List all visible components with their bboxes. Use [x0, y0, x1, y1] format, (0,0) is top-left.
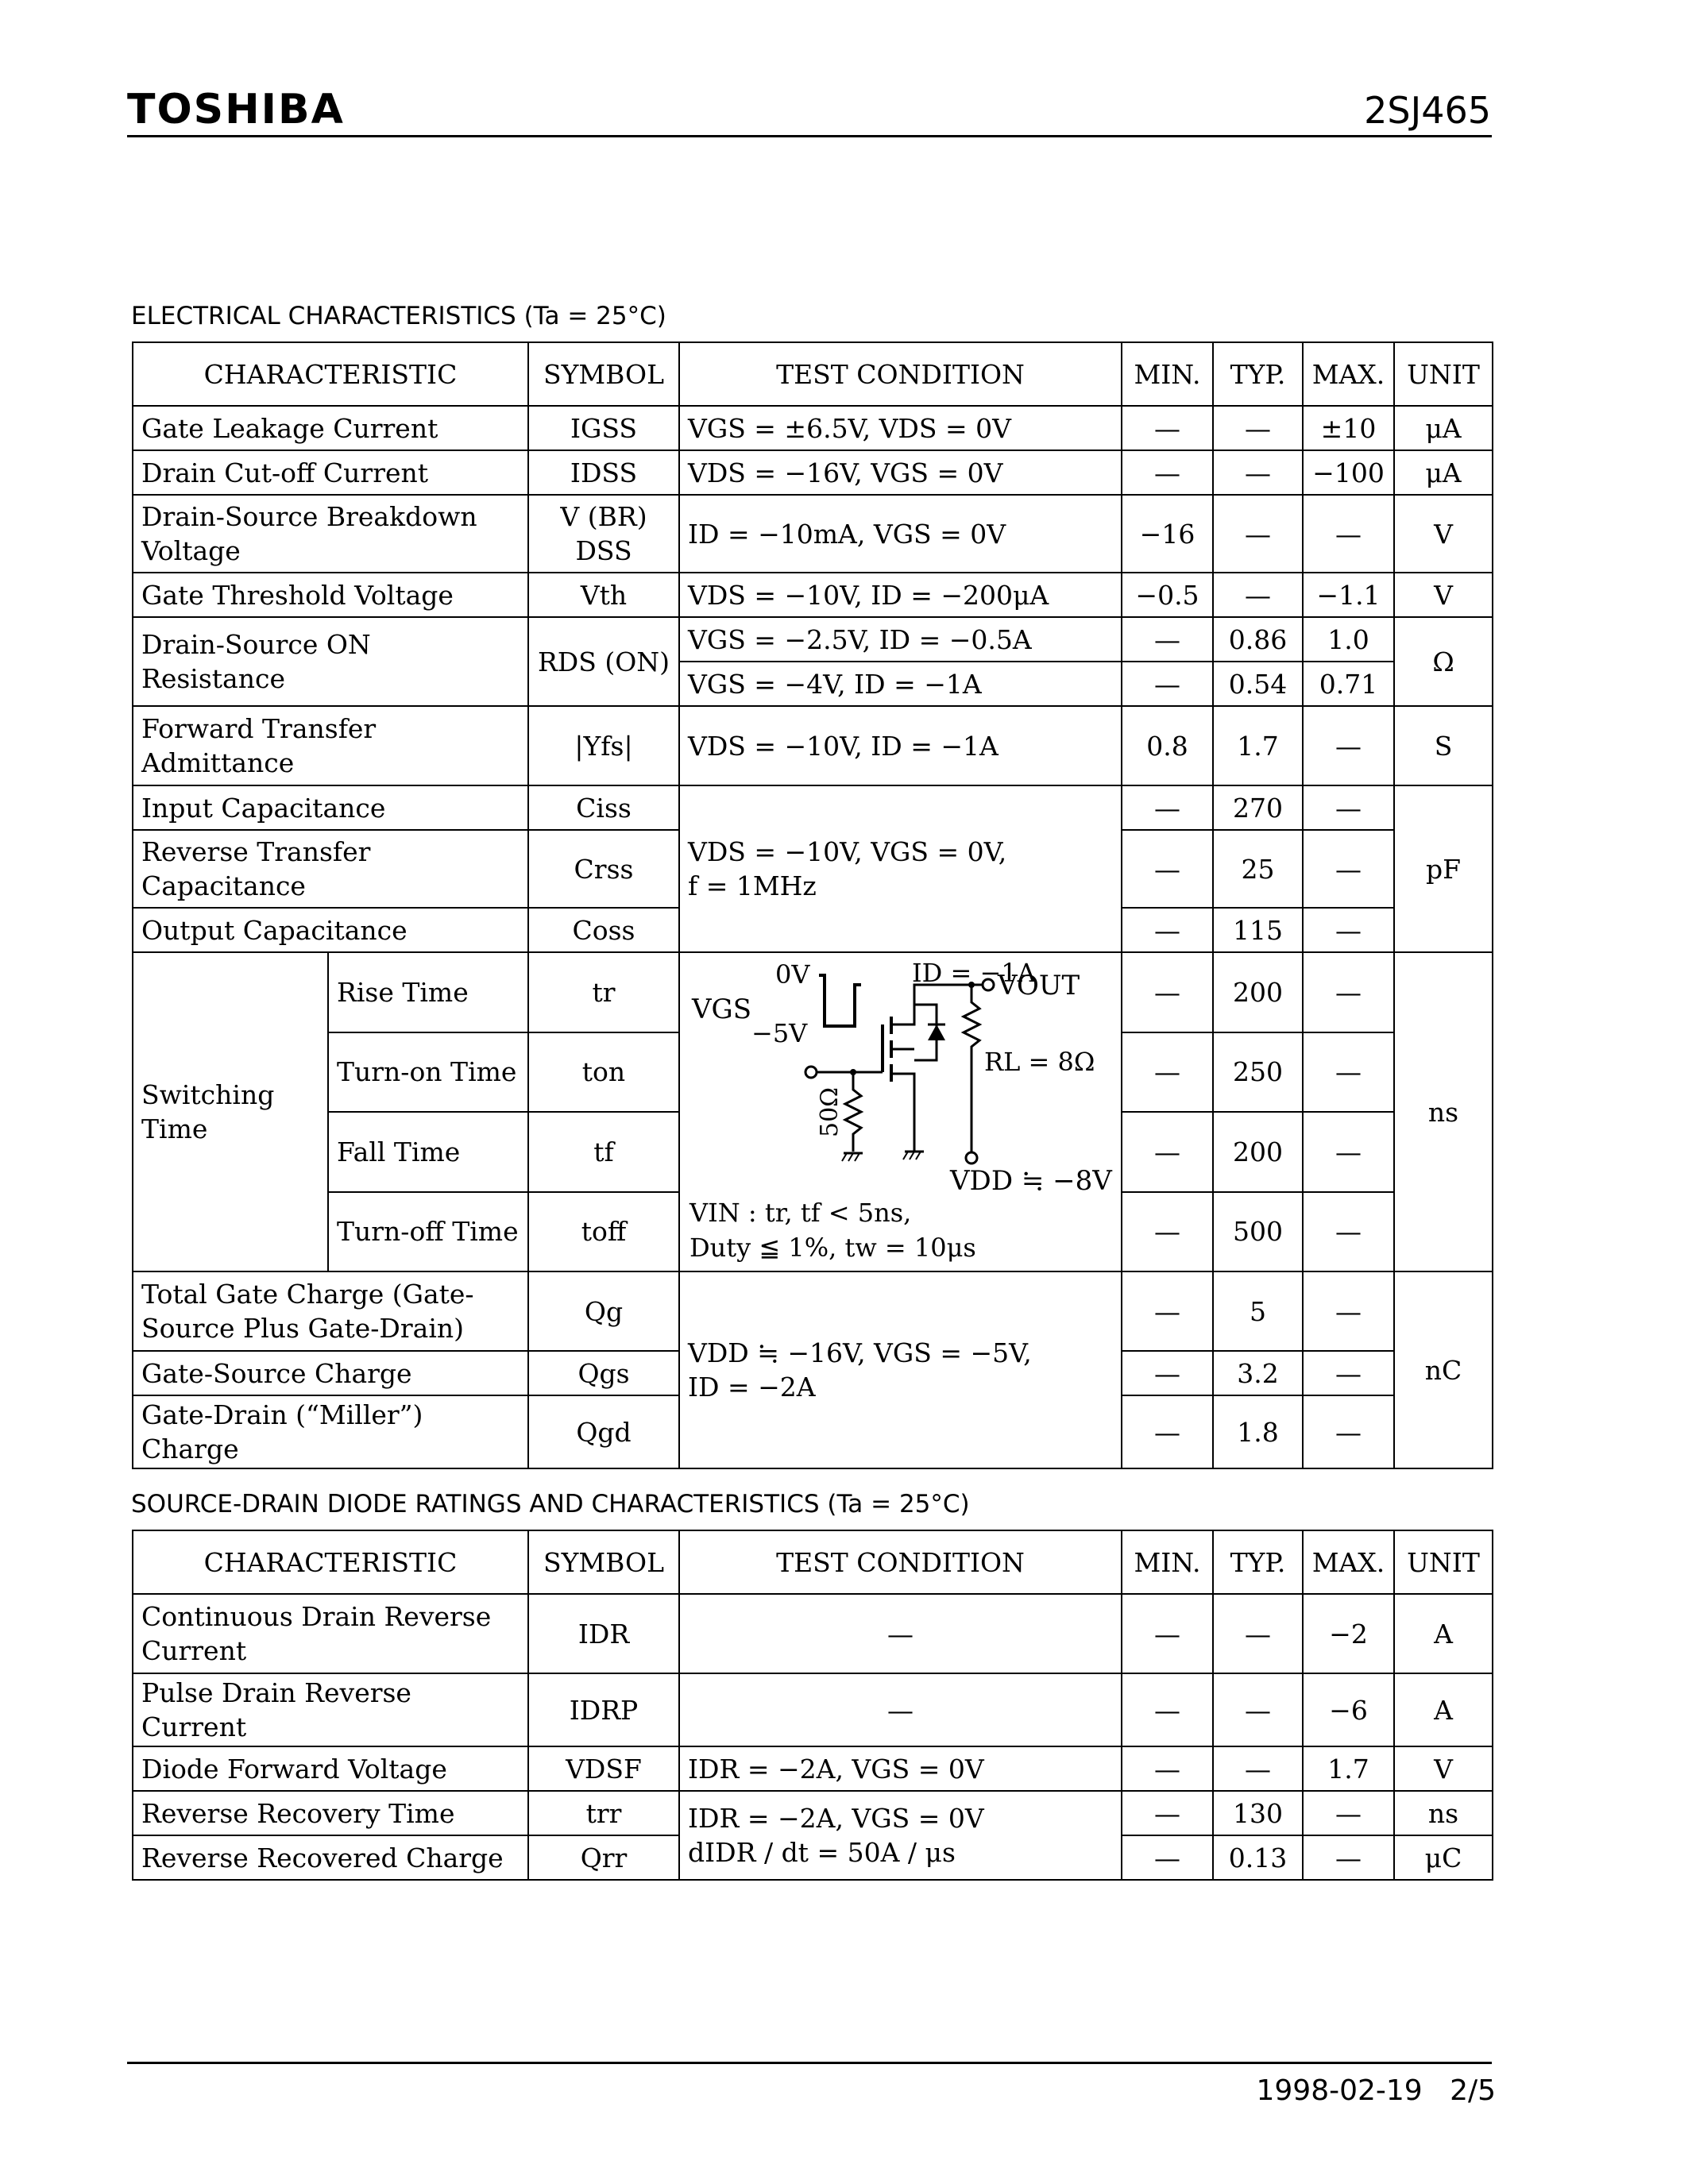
unit-cell: S: [1394, 706, 1493, 785]
typ-cell: 1.7: [1213, 706, 1303, 785]
max-cell: —: [1303, 1791, 1394, 1835]
resistor-50-icon: [845, 1072, 861, 1152]
min-cell: 0.8: [1122, 706, 1213, 785]
min-cell: —: [1122, 1395, 1213, 1468]
max-cell: —: [1303, 785, 1394, 830]
max-cell: ±10: [1303, 406, 1394, 450]
unit-cell: V: [1394, 495, 1493, 573]
condition-cell: VGS = ±6.5V, VDS = 0V: [679, 406, 1122, 450]
symbol-cell: ton: [528, 1032, 679, 1113]
body-diode-icon: [928, 1024, 945, 1040]
min-cell: —: [1122, 662, 1213, 706]
table-row: [133, 1271, 1493, 1351]
min-cell: —: [1122, 1112, 1213, 1192]
symbol-cell: Vth: [528, 573, 679, 617]
min-cell: —: [1122, 1271, 1213, 1351]
min-cell: —: [1122, 617, 1213, 662]
col-max: MAX.: [1303, 342, 1394, 406]
min-cell: —: [1122, 830, 1213, 908]
characteristic-cell: Pulse Drain Reverse Current: [133, 1673, 528, 1746]
max-cell: —: [1303, 1835, 1394, 1880]
min-cell: —: [1122, 406, 1213, 450]
max-cell: −1.1: [1303, 573, 1394, 617]
characteristic-cell: Diode Forward Voltage: [133, 1746, 528, 1791]
label-id: ID = −1A: [912, 958, 1036, 988]
max-cell: 0.71: [1303, 662, 1394, 706]
symbol-cell: Qgd: [528, 1395, 679, 1468]
label-vdd: VDD ≒ −8V: [950, 1165, 1112, 1197]
min-cell: —: [1122, 908, 1213, 952]
unit-cell: A: [1394, 1594, 1493, 1673]
condition-line: VDD ≒ −16V, VGS = −5V,: [688, 1337, 1032, 1368]
table-row: [133, 1746, 1493, 1791]
symbol-cell: |Yfs|: [528, 706, 679, 785]
characteristic-cell: Input Capacitance: [133, 785, 528, 830]
typ-cell: —: [1213, 1746, 1303, 1791]
max-cell: —: [1303, 952, 1394, 1032]
symbol-cell: tr: [528, 952, 679, 1032]
col-symbol: SYMBOL: [528, 342, 679, 406]
symbol-cell: Qrr: [528, 1835, 679, 1880]
source-wire: [891, 1074, 914, 1152]
unit-cell: ns: [1394, 952, 1493, 1271]
condition-cell: VDS = −16V, VGS = 0V: [679, 450, 1122, 495]
symbol-cell: IDSS: [528, 450, 679, 495]
min-cell: —: [1122, 952, 1213, 1032]
unit-cell: nC: [1394, 1271, 1493, 1468]
pulse-waveform: [819, 975, 861, 1026]
input-terminal-icon: [805, 1067, 817, 1078]
condition-cell: [679, 785, 1122, 952]
page-number: 2/5: [1450, 2074, 1496, 2107]
col-characteristic: CHARACTERISTIC: [133, 1530, 528, 1594]
characteristic-cell: Gate Leakage Current: [133, 406, 528, 450]
col-min: MIN.: [1122, 1530, 1213, 1594]
switching-label-line: Switching: [141, 1079, 275, 1110]
switching-circuit-cell: [679, 952, 1122, 1271]
characteristic-cell: Gate-Drain (“Miller”) Charge: [133, 1395, 528, 1468]
min-cell: —: [1122, 1351, 1213, 1395]
symbol-cell: V (BR) DSS: [528, 495, 679, 573]
symbol-cell: Ciss: [528, 785, 679, 830]
min-cell: —: [1122, 1791, 1213, 1835]
min-cell: —: [1122, 450, 1213, 495]
unit-cell: μA: [1394, 406, 1493, 450]
col-max: MAX.: [1303, 1530, 1394, 1594]
table-row: [133, 406, 1493, 450]
condition-cell: [679, 1271, 1122, 1468]
unit-cell: A: [1394, 1673, 1493, 1746]
characteristic-cell: Turn-on Time: [328, 1032, 528, 1113]
table-row: [133, 706, 1493, 785]
table-header-row: [133, 1530, 1493, 1594]
min-cell: —: [1122, 1192, 1213, 1272]
max-cell: —: [1303, 706, 1394, 785]
typ-cell: 25: [1213, 830, 1303, 908]
symbol-cell: IDRP: [528, 1673, 679, 1746]
col-test-condition: TEST CONDITION: [679, 342, 1122, 406]
max-cell: —: [1303, 1351, 1394, 1395]
characteristic-cell: Rise Time: [328, 952, 528, 1032]
condition-line: dIDR / dt = 50A / μs: [688, 1837, 956, 1868]
table-header-row: [133, 342, 1493, 406]
min-cell: —: [1122, 1835, 1213, 1880]
typ-cell: 200: [1213, 952, 1303, 1032]
condition-cell: —: [679, 1673, 1122, 1746]
table-row: [133, 1791, 1493, 1835]
unit-cell: μA: [1394, 450, 1493, 495]
min-cell: —: [1122, 1673, 1213, 1746]
condition-cell: VGS = −4V, ID = −1A: [679, 662, 1122, 706]
switching-label-line: Time: [141, 1113, 208, 1144]
max-cell: —: [1303, 1032, 1394, 1113]
typ-cell: 115: [1213, 908, 1303, 952]
unit-cell: ns: [1394, 1791, 1493, 1835]
symbol-cell: Coss: [528, 908, 679, 952]
typ-cell: —: [1213, 1673, 1303, 1746]
table-row: [133, 1594, 1493, 1673]
min-cell: —: [1122, 1746, 1213, 1791]
label-0v: 0V: [775, 959, 810, 990]
symbol-cell: IDR: [528, 1594, 679, 1673]
typ-cell: —: [1213, 573, 1303, 617]
typ-cell: 250: [1213, 1032, 1303, 1113]
electrical-table: [132, 341, 1493, 1469]
footer-date: 1998-02-19: [1256, 2074, 1423, 2107]
max-cell: —: [1303, 908, 1394, 952]
characteristic-cell: Gate-Source Charge: [133, 1351, 528, 1395]
typ-cell: 130: [1213, 1791, 1303, 1835]
symbol-cell: toff: [528, 1192, 679, 1272]
switching-time-label: [133, 952, 328, 1271]
header-rule: [127, 135, 1492, 137]
characteristic-cell: Total Gate Charge (Gate-Source Plus Gate-Drain): [133, 1271, 528, 1351]
typ-cell: 1.8: [1213, 1395, 1303, 1468]
unit-cell: V: [1394, 1746, 1493, 1791]
symbol-cell: VDSF: [528, 1746, 679, 1791]
table-row: [133, 573, 1493, 617]
vdd-terminal-icon: [966, 1152, 977, 1163]
label-minus5v: −5V: [751, 1018, 808, 1048]
max-cell: 1.7: [1303, 1746, 1394, 1791]
typ-cell: 0.86: [1213, 617, 1303, 662]
brand-logo: TOSHIBA: [127, 86, 345, 133]
typ-cell: 0.13: [1213, 1835, 1303, 1880]
characteristic-cell: Reverse Transfer Capacitance: [133, 830, 528, 908]
symbol-cell: tf: [528, 1112, 679, 1192]
typ-cell: —: [1213, 1594, 1303, 1673]
min-cell: −16: [1122, 495, 1213, 573]
symbol-cell: Crss: [528, 830, 679, 908]
diode-table: [132, 1530, 1493, 1881]
max-cell: —: [1303, 1192, 1394, 1272]
circuit-note-1: VIN : tr, tf < 5ns,: [689, 1198, 912, 1228]
condition-cell: ID = −10mA, VGS = 0V: [679, 495, 1122, 573]
col-typ: TYP.: [1213, 1530, 1303, 1594]
characteristic-cell: Forward Transfer Admittance: [133, 706, 528, 785]
typ-cell: —: [1213, 406, 1303, 450]
max-cell: —: [1303, 1395, 1394, 1468]
characteristic-cell: Drain Cut-off Current: [133, 450, 528, 495]
label-rl: RL = 8Ω: [984, 1047, 1095, 1077]
table-row: [133, 617, 1493, 662]
col-test-condition: TEST CONDITION: [679, 1530, 1122, 1594]
characteristic-cell: Turn-off Time: [328, 1192, 528, 1272]
load-resistor-icon: [964, 985, 979, 1152]
condition-line: IDR = −2A, VGS = 0V: [688, 1803, 984, 1834]
col-unit: UNIT: [1394, 342, 1493, 406]
condition-line: VDS = −10V, VGS = 0V,: [688, 836, 1007, 867]
col-characteristic: CHARACTERISTIC: [133, 342, 528, 406]
col-unit: UNIT: [1394, 1530, 1493, 1594]
symbol-cell: Qg: [528, 1271, 679, 1351]
max-cell: —: [1303, 495, 1394, 573]
unit-cell: μC: [1394, 1835, 1493, 1880]
condition-cell: [679, 1791, 1122, 1880]
circuit-diagram: [680, 953, 1119, 1271]
part-number: 2SJ465: [1364, 89, 1491, 132]
min-cell: —: [1122, 1594, 1213, 1673]
characteristic-cell: Drain-Source ON Resistance: [133, 617, 528, 706]
typ-cell: 200: [1213, 1112, 1303, 1192]
typ-cell: —: [1213, 495, 1303, 573]
typ-cell: 500: [1213, 1192, 1303, 1272]
typ-cell: 0.54: [1213, 662, 1303, 706]
unit-cell: pF: [1394, 785, 1493, 952]
switching-test-circuit: [680, 953, 1121, 1271]
typ-cell: 3.2: [1213, 1351, 1303, 1395]
min-cell: —: [1122, 1032, 1213, 1113]
col-min: MIN.: [1122, 342, 1213, 406]
condition-cell: VDS = −10V, ID = −1A: [679, 706, 1122, 785]
footer-info: [1257, 2074, 1497, 2107]
unit-cell: Ω: [1394, 617, 1493, 706]
condition-cell: —: [679, 1594, 1122, 1673]
characteristic-cell: Output Capacitance: [133, 908, 528, 952]
symbol-cell: trr: [528, 1791, 679, 1835]
table-row: [133, 952, 1493, 1032]
symbol-cell: IGSS: [528, 406, 679, 450]
characteristic-cell: Reverse Recovered Charge: [133, 1835, 528, 1880]
max-cell: 1.0: [1303, 617, 1394, 662]
table-row: [133, 785, 1493, 830]
unit-cell: V: [1394, 573, 1493, 617]
symbol-cell: RDS (ON): [528, 617, 679, 706]
footer-rule: [127, 2062, 1492, 2064]
label-vgs: VGS: [692, 994, 752, 1025]
min-cell: —: [1122, 785, 1213, 830]
min-cell: −0.5: [1122, 573, 1213, 617]
condition-cell: VDS = −10V, ID = −200μA: [679, 573, 1122, 617]
characteristic-cell: Drain-Source Breakdown Voltage: [133, 495, 528, 573]
condition-line: ID = −2A: [688, 1372, 816, 1403]
max-cell: —: [1303, 1271, 1394, 1351]
characteristic-cell: Gate Threshold Voltage: [133, 573, 528, 617]
max-cell: —: [1303, 1112, 1394, 1192]
diode-section-title: SOURCE-DRAIN DIODE RATINGS AND CHARACTERISTICS (Ta = 25°C): [131, 1490, 970, 1518]
max-cell: −6: [1303, 1673, 1394, 1746]
typ-cell: 5: [1213, 1271, 1303, 1351]
max-cell: —: [1303, 830, 1394, 908]
characteristic-cell: Reverse Recovery Time: [133, 1791, 528, 1835]
max-cell: −100: [1303, 450, 1394, 495]
characteristic-cell: Fall Time: [328, 1112, 528, 1192]
table-row: [133, 450, 1493, 495]
max-cell: −2: [1303, 1594, 1394, 1673]
label-vout: VOUT: [998, 970, 1080, 1001]
characteristic-cell: Continuous Drain Reverse Current: [133, 1594, 528, 1673]
condition-cell: IDR = −2A, VGS = 0V: [679, 1746, 1122, 1791]
col-typ: TYP.: [1213, 342, 1303, 406]
condition-line: f = 1MHz: [688, 870, 817, 901]
condition-cell: VGS = −2.5V, ID = −0.5A: [679, 617, 1122, 662]
table-row: [133, 1673, 1493, 1746]
circuit-note-2: Duty ≦ 1%, tw = 10μs: [689, 1233, 976, 1263]
table-row: [133, 495, 1493, 573]
col-symbol: SYMBOL: [528, 1530, 679, 1594]
symbol-cell: Qgs: [528, 1351, 679, 1395]
label-50ohm: 50Ω: [816, 1086, 844, 1137]
typ-cell: —: [1213, 450, 1303, 495]
typ-cell: 270: [1213, 785, 1303, 830]
electrical-section-title: ELECTRICAL CHARACTERISTICS (Ta = 25°C): [131, 302, 666, 330]
